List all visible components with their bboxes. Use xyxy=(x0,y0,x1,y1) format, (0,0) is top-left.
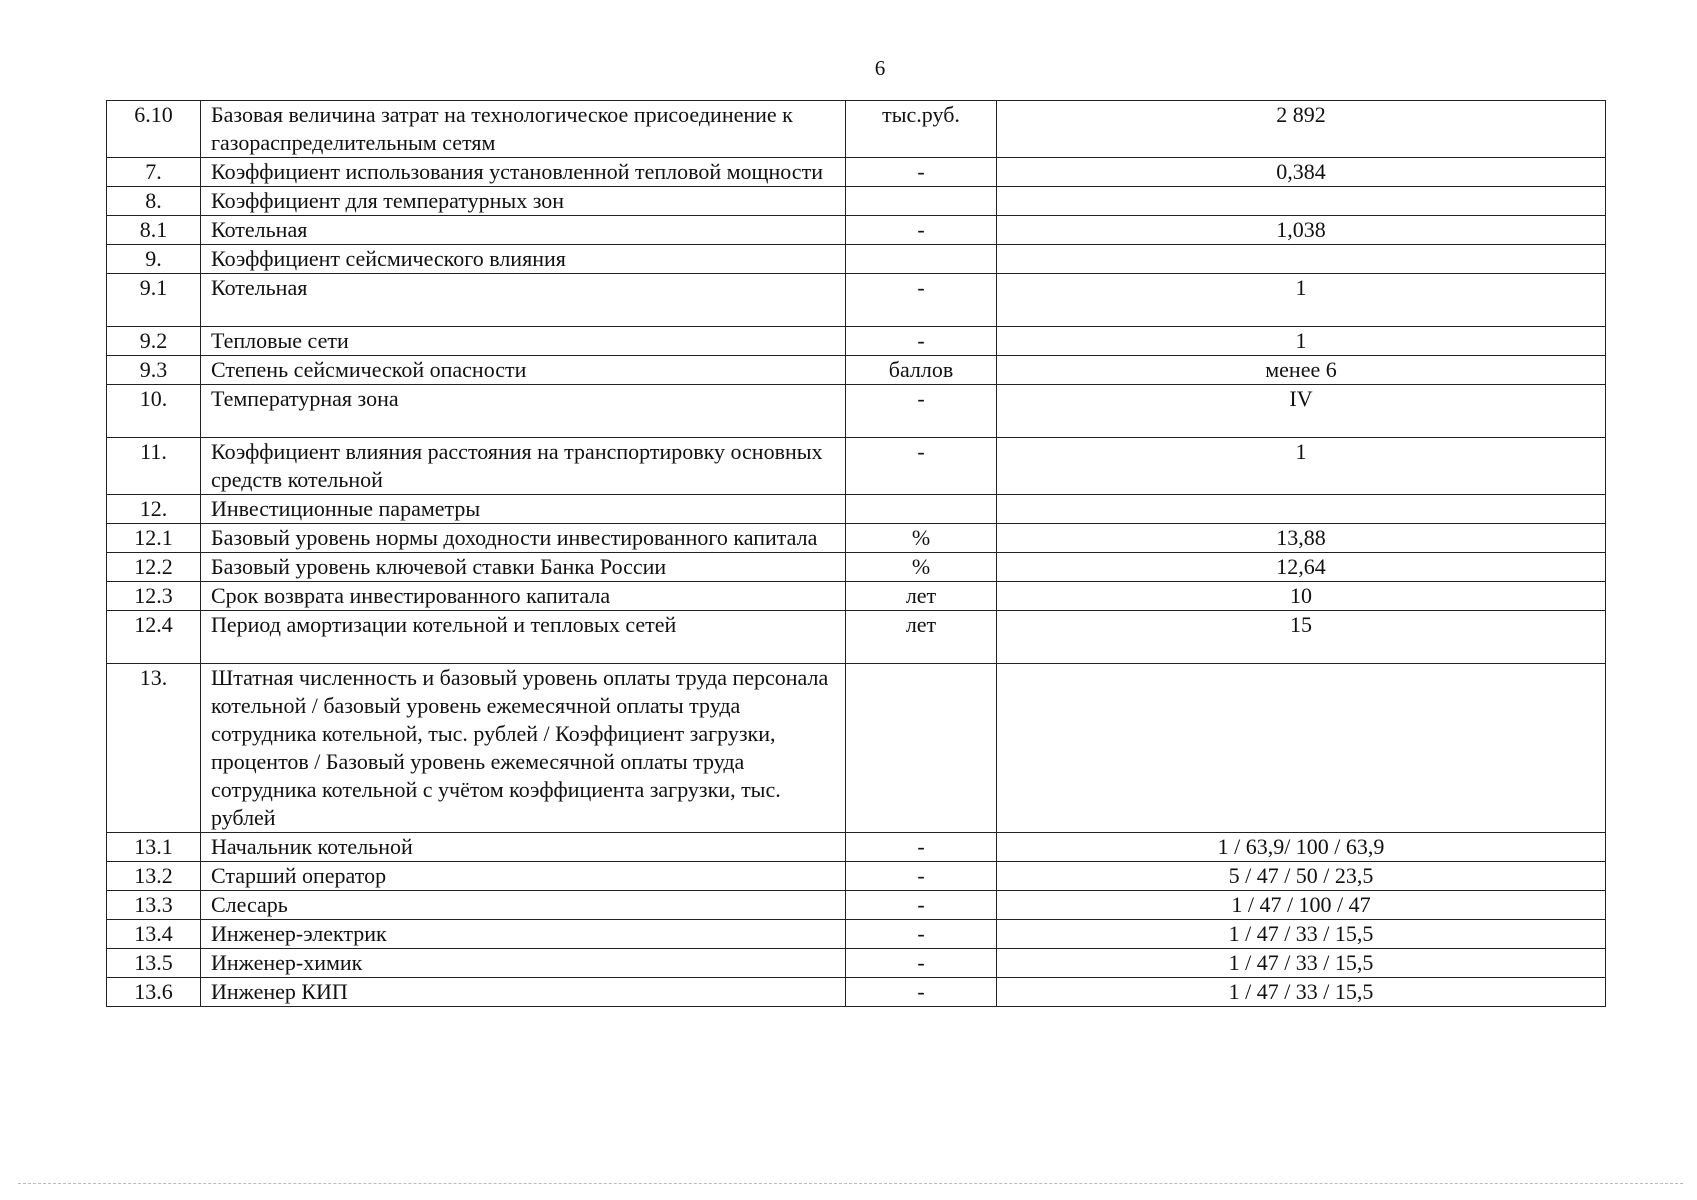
table-row xyxy=(107,833,1606,862)
row-value: 1 xyxy=(997,327,1606,356)
row-number: 13.6 xyxy=(107,978,201,1007)
row-number: 13.5 xyxy=(107,949,201,978)
row-number: 9.3 xyxy=(107,356,201,385)
row-unit: - xyxy=(846,891,997,920)
row-number: 12.2 xyxy=(107,553,201,582)
scan-edge-divider xyxy=(18,1183,1683,1184)
row-unit: лет xyxy=(846,611,997,664)
row-number: 13.1 xyxy=(107,833,201,862)
row-value: 1,038 xyxy=(997,216,1606,245)
row-name: Инженер-электрик xyxy=(201,920,846,949)
row-value: 1 / 47 / 33 / 15,5 xyxy=(997,978,1606,1007)
row-number: 11. xyxy=(107,438,201,495)
row-unit: % xyxy=(846,553,997,582)
table-row xyxy=(107,862,1606,891)
row-unit: - xyxy=(846,920,997,949)
row-name: Степень сейсмической опасности xyxy=(201,356,846,385)
row-number: 13.2 xyxy=(107,862,201,891)
row-unit: - xyxy=(846,438,997,495)
table-row xyxy=(107,891,1606,920)
table-row xyxy=(107,274,1606,327)
table-row xyxy=(107,101,1606,158)
table-row xyxy=(107,245,1606,274)
row-number: 13.3 xyxy=(107,891,201,920)
table-row xyxy=(107,978,1606,1007)
row-unit xyxy=(846,245,997,274)
table-row xyxy=(107,356,1606,385)
table-row xyxy=(107,327,1606,356)
row-name: Коэффициент влияния расстояния на транспортировку основных средств котельной xyxy=(201,438,846,495)
row-value: 15 xyxy=(997,611,1606,664)
row-name: Базовая величина затрат на технологическое присоединение к газораспределительным сетям xyxy=(201,101,846,158)
row-value: 12,64 xyxy=(997,553,1606,582)
row-unit xyxy=(846,187,997,216)
table-row xyxy=(107,664,1606,833)
row-name: Базовый уровень ключевой ставки Банка России xyxy=(201,553,846,582)
row-number: 12. xyxy=(107,495,201,524)
page-number: 6 xyxy=(874,56,886,80)
row-number: 8.1 xyxy=(107,216,201,245)
row-value xyxy=(997,245,1606,274)
row-number: 9. xyxy=(107,245,201,274)
row-unit xyxy=(846,664,997,833)
row-number: 13. xyxy=(107,664,201,833)
row-unit: % xyxy=(846,524,997,553)
row-number: 12.4 xyxy=(107,611,201,664)
row-unit: - xyxy=(846,216,997,245)
row-name: Базовый уровень нормы доходности инвестированного капитала xyxy=(201,524,846,553)
row-unit: тыс.руб. xyxy=(846,101,997,158)
row-unit: - xyxy=(846,833,997,862)
table-row xyxy=(107,187,1606,216)
row-value: 10 xyxy=(997,582,1606,611)
row-unit: баллов xyxy=(846,356,997,385)
row-number: 9.2 xyxy=(107,327,201,356)
row-unit: лет xyxy=(846,582,997,611)
row-name: Коэффициент использования установленной тепловой мощности xyxy=(201,158,846,187)
row-number: 8. xyxy=(107,187,201,216)
table-row xyxy=(107,920,1606,949)
row-value xyxy=(997,187,1606,216)
row-name: Коэффициент для температурных зон xyxy=(201,187,846,216)
row-unit: - xyxy=(846,862,997,891)
row-name: Инженер КИП xyxy=(201,978,846,1007)
row-value: 13,88 xyxy=(997,524,1606,553)
row-name: Инженер-химик xyxy=(201,949,846,978)
row-unit xyxy=(846,495,997,524)
row-name: Старший оператор xyxy=(201,862,846,891)
row-name: Штатная численность и базовый уровень оплаты труда персонала котельной / базовый уровень ежемесячной оплаты труда сотрудника котельной, тыс. рублей / Коэффициент загрузки, процентов / Базовый уровень ежемесячной оплаты труда сотрудника котельной с учётом коэффициента загрузки, тыс. рублей xyxy=(201,664,846,833)
table-row xyxy=(107,553,1606,582)
row-unit: - xyxy=(846,274,997,327)
row-number: 7. xyxy=(107,158,201,187)
row-name: Инвестиционные параметры xyxy=(201,495,846,524)
row-value: менее 6 xyxy=(997,356,1606,385)
row-name: Котельная xyxy=(201,216,846,245)
row-number: 12.3 xyxy=(107,582,201,611)
row-value: 1 / 47 / 100 / 47 xyxy=(997,891,1606,920)
row-value: 1 xyxy=(997,274,1606,327)
row-value xyxy=(997,664,1606,833)
row-number: 13.4 xyxy=(107,920,201,949)
table-row xyxy=(107,582,1606,611)
row-name: Температурная зона xyxy=(201,385,846,438)
row-number: 6.10 xyxy=(107,101,201,158)
row-unit: - xyxy=(846,327,997,356)
row-unit: - xyxy=(846,158,997,187)
parameters-table xyxy=(106,100,1606,1007)
table-row xyxy=(107,611,1606,664)
row-name: Срок возврата инвестированного капитала xyxy=(201,582,846,611)
row-value: 1 xyxy=(997,438,1606,495)
row-unit: - xyxy=(846,385,997,438)
row-value: 1 / 63,9/ 100 / 63,9 xyxy=(997,833,1606,862)
row-name: Начальник котельной xyxy=(201,833,846,862)
table-row xyxy=(107,495,1606,524)
row-name: Тепловые сети xyxy=(201,327,846,356)
row-name: Период амортизации котельной и тепловых сетей xyxy=(201,611,846,664)
row-value: 1 / 47 / 33 / 15,5 xyxy=(997,949,1606,978)
table-row xyxy=(107,524,1606,553)
row-value: 5 / 47 / 50 / 23,5 xyxy=(997,862,1606,891)
row-value: 1 / 47 / 33 / 15,5 xyxy=(997,920,1606,949)
table-row xyxy=(107,158,1606,187)
row-number: 10. xyxy=(107,385,201,438)
row-name: Слесарь xyxy=(201,891,846,920)
table-row xyxy=(107,949,1606,978)
row-name: Коэффициент сейсмического влияния xyxy=(201,245,846,274)
row-value: IV xyxy=(997,385,1606,438)
table-row xyxy=(107,438,1606,495)
table-row xyxy=(107,385,1606,438)
row-number: 12.1 xyxy=(107,524,201,553)
row-number: 9.1 xyxy=(107,274,201,327)
row-name: Котельная xyxy=(201,274,846,327)
row-unit: - xyxy=(846,978,997,1007)
row-value xyxy=(997,495,1606,524)
row-unit: - xyxy=(846,949,997,978)
table-row xyxy=(107,216,1606,245)
row-value: 0,384 xyxy=(997,158,1606,187)
row-value: 2 892 xyxy=(997,101,1606,158)
